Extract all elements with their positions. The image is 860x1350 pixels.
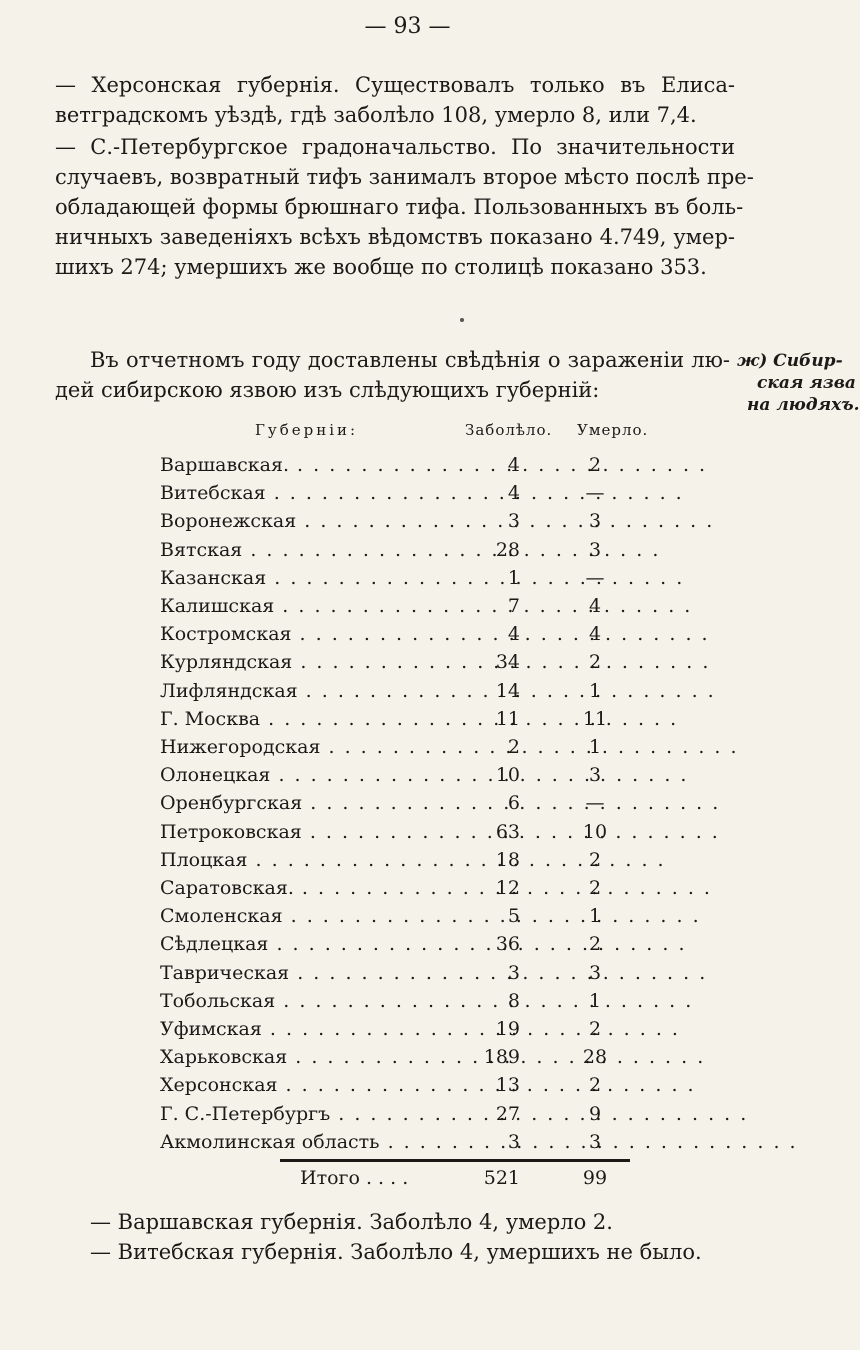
province-name: Тобольская . . . [160,987,460,1015]
table-row [160,959,630,987]
sick-count: 4 [507,623,520,646]
sick-count: 4 [507,454,520,476]
page-number: — 93 — [364,14,451,39]
text-line: шихъ 274; умершихъ же вообще по столицѣ показано 353. [55,255,707,279]
sick-count: 4 [507,482,520,505]
table-row [160,1128,630,1156]
header-dead: Умерло. [577,421,649,439]
table-row [160,818,630,846]
sick-count: 5 [507,905,520,928]
table-row [160,987,630,1015]
dead-count: — [585,482,605,505]
table-row [160,789,630,817]
separator-dot [460,318,464,322]
province-name: Г. С.-Петербургъ . . . [160,1100,460,1128]
header-province: Губерніи: [255,421,359,439]
dead-count: 3 [588,1130,602,1153]
table-row [160,761,630,789]
text-line: — Варшавская губернія. Заболѣло 4, умерло 2. [90,1210,613,1234]
dead-count: 3 [588,961,602,984]
text-line: — Херсонская губернія. Существовалъ только въ Елиса- [55,73,735,97]
text-line: ветградскомъ уѣздѣ, гдѣ заболѣло 108, умерло 8, или 7,4. [55,103,697,127]
sick-count: 28 [495,538,520,561]
text-line: — Витебская губернія. Заболѣло 4, умершихъ не было. [90,1240,702,1264]
sick-count: 6 [507,792,520,815]
dead-count: 3 [588,510,602,533]
sick-count: 11 [495,707,520,730]
province-name: Варшавская. . . . [160,451,460,479]
table-row [160,1071,630,1099]
sick-count: 10 [495,764,520,787]
dead-count: 3 [588,538,602,561]
table-row [160,592,630,620]
table-row [160,564,630,592]
margin-note-line: ская язва [757,373,856,393]
table-row [160,1043,630,1071]
province-name: Г. Москва . . . [160,705,460,733]
dead-count: — [585,792,605,815]
table-row [160,705,630,733]
table-row [160,620,630,648]
table-row [160,536,630,564]
province-name: Уфимская . . . [160,1015,460,1043]
table-row [160,846,630,874]
province-name: Херсонская . . . [160,1071,460,1099]
table-row [160,479,630,507]
province-name: Харьковская . . . [160,1043,460,1071]
province-name: Казанская . . . [160,564,460,592]
province-name: Таврическая . . . [160,959,460,987]
dead-count: 4 [588,595,602,617]
dead-count: — [585,566,605,589]
margin-note-line: ж) Сибир- [737,351,843,371]
dead-count: 2 [588,877,602,899]
table-row [160,507,630,535]
table-row [160,1015,630,1043]
total-dead: 99 [582,1167,608,1189]
dead-count: 2 [588,848,602,871]
province-name: Калишская . . . [160,592,460,620]
province-name: Олонецкая . . . [160,761,460,789]
province-name: Витебская . . . [160,479,460,507]
total-sick: 521 [483,1167,520,1189]
dead-count: 9 [588,1102,602,1125]
dead-count: 1 [588,736,602,758]
paragraph-after [90,1207,740,1267]
province-name: Нижегородская . . . [160,733,460,761]
sick-count: 7 [507,595,520,617]
dead-count: 2 [588,1074,602,1097]
margin-note [737,350,860,416]
province-name: Костромская . . . [160,620,460,648]
table-row [160,451,630,479]
sick-count: 19 [495,1018,520,1040]
table-row [160,733,630,761]
text-line: ничныхъ заведеніяхъ всѣхъ вѣдомствъ показано 4.749, умер- [55,225,735,249]
dead-count: 2 [588,933,602,956]
table-row [160,1100,630,1128]
table-row [160,930,630,958]
dead-count: 1 [588,989,602,1012]
text-line: Въ отчетномъ году доставлены свѣдѣнія о зараженіи лю- [90,348,730,372]
dead-count: 28 [582,1046,608,1069]
sick-count: 3 [507,510,520,533]
paragraph-kherson [55,70,735,130]
province-name: Оренбургская . . . [160,789,460,817]
total-rule [280,1159,630,1162]
table-row [160,874,630,902]
province-name: Воронежская . . . [160,507,460,535]
table-row [160,648,630,676]
province-name: Курляндская . . . [160,648,460,676]
sick-count: 189 [483,1046,520,1069]
province-name: Акмолинская область . . . [160,1128,460,1156]
sick-count: 18 [495,848,520,871]
text-line: дей сибирскою язвою изъ слѣдующихъ губерній: [55,378,600,402]
header-sick: Заболѣло. [465,421,553,439]
total-row [160,1164,630,1192]
sick-count: 8 [507,989,520,1012]
sick-count: 2 [507,736,520,758]
sick-count: 12 [495,877,520,899]
sick-count: 27 [495,1102,520,1125]
table-row [160,677,630,705]
province-name: Вятская . . . [160,536,460,564]
paragraph-spb [55,132,754,282]
dead-count: 2 [588,454,602,476]
paragraph-intro [55,345,730,405]
dead-count: 10 [582,820,608,843]
province-name: Лифляндская . . . [160,677,460,705]
text-line: обладающей формы брюшнаго тифа. Пользованныхъ въ боль- [55,195,744,219]
dead-count: 1 [588,679,602,702]
margin-note-line: на людяхъ. [747,395,860,415]
total-label: Итого . . . . [300,1167,409,1189]
dead-count: 11 [582,707,608,730]
dead-count: 1 [588,905,602,928]
text-line: — С.-Петербургское градоначальство. По значительности [55,135,735,159]
text-line: случаевъ, возвратный тифъ занималъ второе мѣсто послѣ пре- [55,165,754,189]
table-row [160,902,630,930]
dead-count: 2 [588,1018,602,1040]
sick-count: 14 [495,679,520,702]
dead-count: 3 [588,764,602,787]
province-name: Сѣдлецкая . . . [160,930,460,958]
sick-count: 3 [507,961,520,984]
sick-count: 13 [495,1074,520,1097]
province-name: Петроковская . . . [160,818,460,846]
province-name: Смоленская . . . [160,902,460,930]
sick-count: 34 [495,651,520,674]
sick-count: 3 [507,1130,520,1153]
dead-count: 4 [588,623,602,646]
province-name: Плоцкая . . . [160,846,460,874]
sick-count: 36 [495,933,520,956]
sick-count: 1 [507,566,520,589]
province-name: Саратовская. . . . [160,874,460,902]
sick-count: 63 [495,820,520,843]
dead-count: 2 [588,651,602,674]
